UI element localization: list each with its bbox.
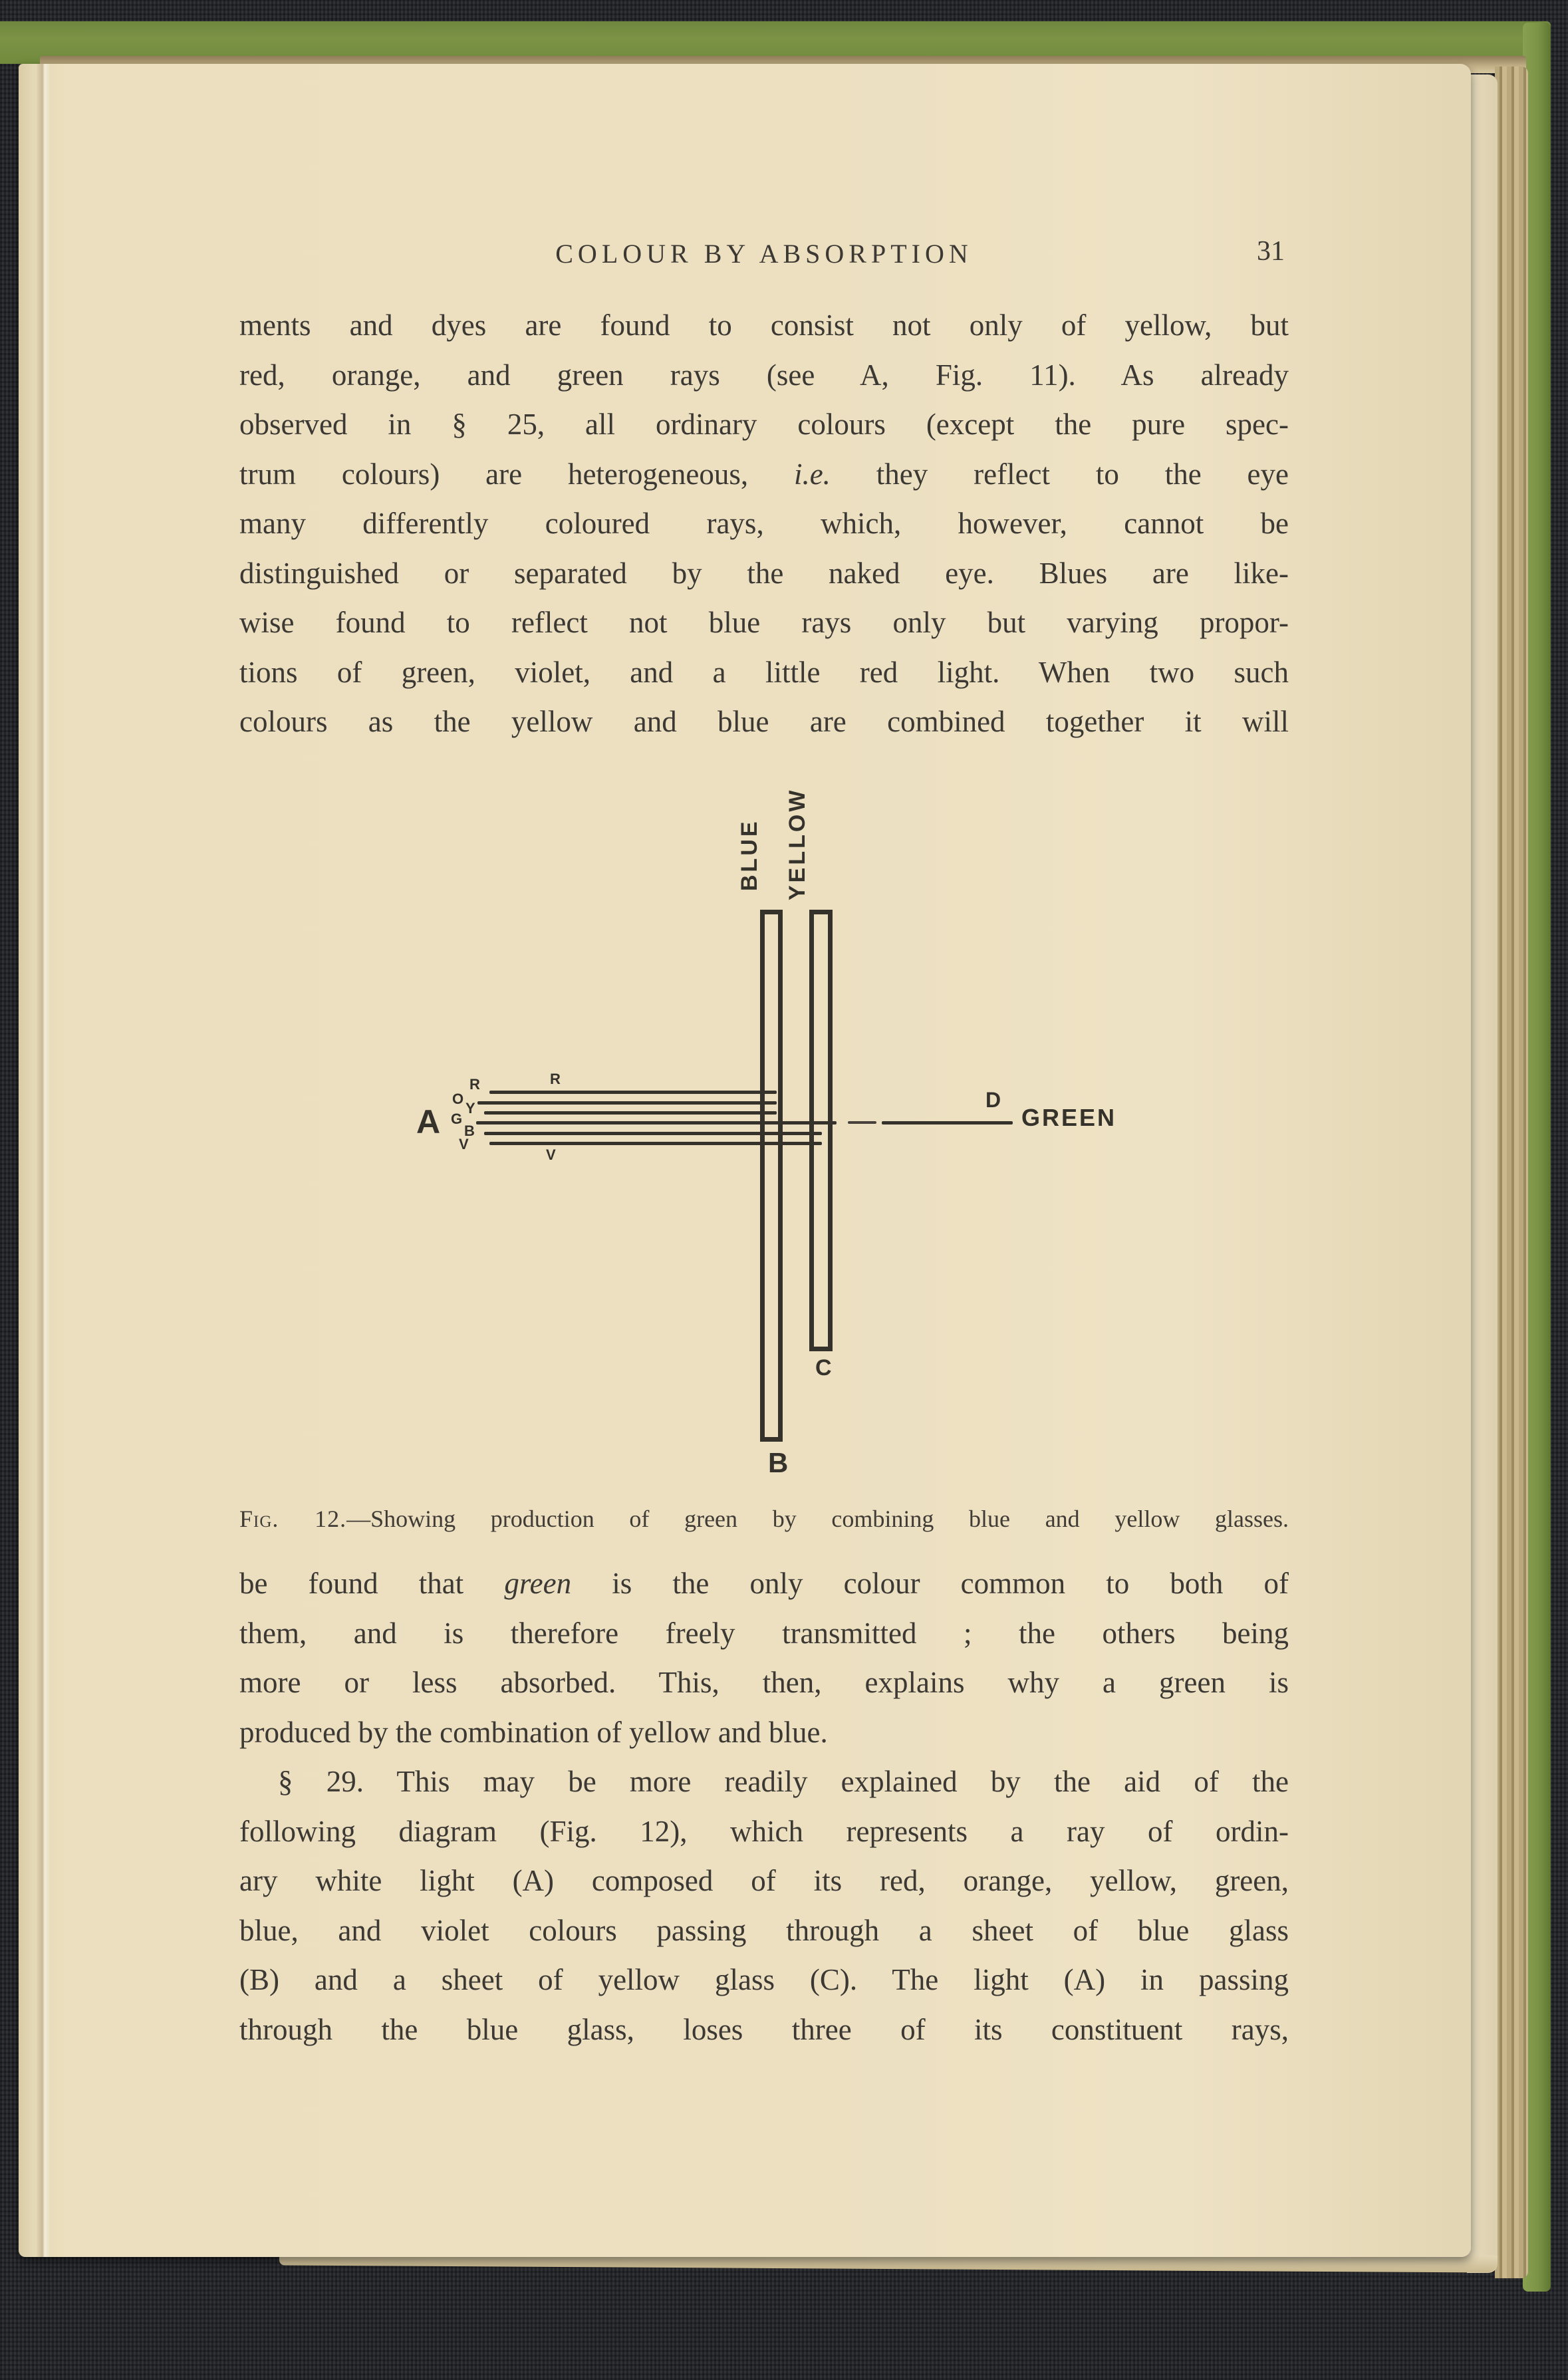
ray-line-yellow — [484, 1111, 777, 1115]
page-stack-right-edge — [1495, 66, 1528, 2278]
paragraph-bottom — [239, 1559, 1289, 2054]
text-line: colours as the yellow and blue are combined together it will — [239, 705, 1289, 738]
text-line — [239, 1559, 1289, 1609]
page-number: 31 — [1257, 236, 1285, 267]
ray-mid-label-r: R — [550, 1071, 561, 1087]
text-line: produced by the combination of yellow and blue. — [239, 1715, 828, 1749]
under-page-right-edge — [1467, 74, 1498, 2273]
yellow-glass-sheet — [809, 910, 833, 1351]
ray-label-v: V — [459, 1136, 469, 1152]
text-line: ments and dyes are found to consist not only of yellow, but — [239, 309, 1289, 342]
page-gutter-crease — [36, 64, 51, 2257]
point-label-d: D — [985, 1088, 1001, 1112]
ray-label-o: O — [452, 1091, 464, 1107]
running-title: COLOUR BY ABSORPTION — [555, 239, 973, 269]
text-line: observed in § 25, all ordinary colours (except the pure spec- — [239, 408, 1289, 441]
ray-label-r: R — [469, 1076, 480, 1093]
text-line: § 29. This may be more readily explained by the aid of the — [278, 1765, 1289, 1798]
text-line: through the blue glass, loses three of its constituent rays, — [239, 2012, 1289, 2046]
paragraph-top — [239, 301, 1289, 747]
text-segment: is the only colour common to both of — [571, 1567, 1289, 1600]
text-line: tions of green, violet, and a little red light. When two such — [239, 655, 1289, 689]
figure-caption — [239, 1503, 1289, 1535]
text-line — [239, 450, 1289, 499]
text-segment: they reflect to the eye — [830, 457, 1289, 491]
caption-fig-number: Fig. 12. — [239, 1506, 347, 1532]
ray-line-orange — [477, 1101, 777, 1105]
green-result-label: GREEN — [1021, 1104, 1117, 1131]
page-header — [239, 238, 1289, 278]
ray-line-green-transmitted — [882, 1121, 1013, 1124]
text-line: more or less absorbed. This, then, explains why a green is — [239, 1666, 1289, 1699]
ray-line-red — [489, 1091, 777, 1094]
ray-line-green — [476, 1121, 837, 1124]
point-label-a: A — [416, 1103, 441, 1140]
text-line: following diagram (Fig. 12), which represents a ray of ordin- — [239, 1814, 1289, 1848]
text-segment: trum colours) are heterogeneous, — [239, 457, 794, 491]
ray-line-violet — [489, 1142, 822, 1145]
point-label-b: B — [768, 1447, 789, 1478]
italic-term: i.e. — [793, 457, 831, 491]
vertical-label-yellow: YELLOW — [785, 787, 810, 900]
ray-label-b: B — [464, 1123, 475, 1139]
text-line: (B) and a sheet of yellow glass (C). The light (A) in passing — [239, 1963, 1289, 1996]
text-line: wise found to reflect not blue rays only but varying propor- — [239, 606, 1289, 639]
point-label-c: C — [815, 1355, 832, 1381]
ray-line-green-dash — [848, 1121, 876, 1124]
ray-line-blue — [484, 1132, 822, 1135]
text-line: ary white light (A) composed of its red, orange, yellow, green, — [239, 1864, 1289, 1897]
ray-mid-label-v: V — [546, 1146, 556, 1163]
text-segment: be found that — [239, 1567, 505, 1600]
caption-text: —Showing production of green by combining blue and yellow glasses. — [346, 1506, 1289, 1532]
text-line: them, and is therefore freely transmitted ; the others being — [239, 1616, 1289, 1650]
text-line: distinguished or separated by the naked eye. Blues are like- — [239, 556, 1289, 590]
ray-label-y: Y — [465, 1100, 475, 1117]
vertical-label-blue: BLUE — [737, 819, 762, 891]
ray-label-g: G — [451, 1111, 463, 1127]
text-line: blue, and violet colours passing through a sheet of blue glass — [239, 1913, 1289, 1947]
blue-glass-sheet — [760, 910, 783, 1442]
text-line: red, orange, and green rays (see A, Fig. 11). As already — [239, 358, 1289, 392]
italic-term: green — [504, 1567, 572, 1600]
page-sheet — [19, 64, 1471, 2257]
text-line: many differently coloured rays, which, however, cannot be — [239, 507, 1289, 540]
